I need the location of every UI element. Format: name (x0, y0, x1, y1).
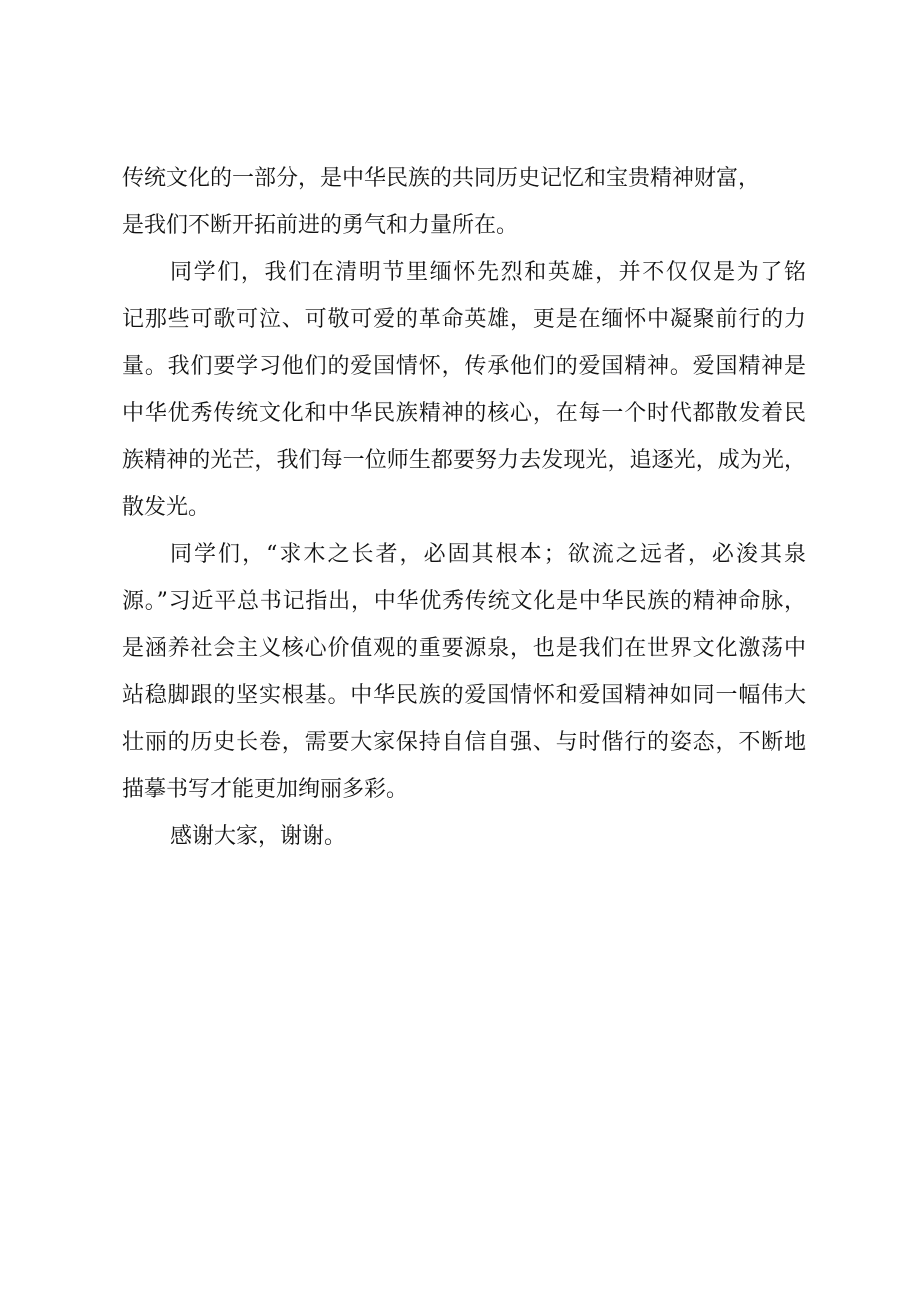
paragraph-line: 记那些可歌可泣、可敬可爱的革命英雄，更是在缅怀中凝聚前行的力 (122, 307, 806, 332)
paragraph-line: 感谢大家，谢谢。 (170, 824, 347, 849)
paragraph-line: 是涵养社会主义核心价值观的重要源泉，也是我们在世界文化激荡中 (122, 636, 806, 661)
paragraph-line: 描摹书写才能更加绚丽多彩。 (122, 777, 409, 802)
paragraph-line: 量。我们要学习他们的爱国情怀，传承他们的爱国精神。爱国精神是 (122, 354, 806, 379)
paragraph-line: 源。”习近平总书记指出，中华优秀传统文化是中华民族的精神命脉， (122, 589, 806, 614)
paragraph-line: 同学们，“求木之长者，必固其根本；欲流之远者，必浚其泉 (170, 542, 806, 567)
paragraph-line: 是我们不断开拓前进的勇气和力量所在。 (122, 213, 519, 238)
paragraph-line: 同学们，我们在清明节里缅怀先烈和英雄，并不仅仅是为了铭 (170, 260, 806, 285)
paragraph-line: 站稳脚跟的坚实根基。中华民族的爱国情怀和爱国精神如同一幅伟大 (122, 683, 806, 708)
paragraph-line: 族精神的光芒，我们每一位师生都要努力去发现光，追逐光，成为光， (122, 448, 806, 473)
paragraph-line: 散发光。 (122, 495, 211, 520)
paragraph-line: 壮丽的历史长卷，需要大家保持自信自强、与时偕行的姿态，不断地 (122, 730, 806, 755)
paragraph-line: 中华优秀传统文化和中华民族精神的核心，在每一个时代都散发着民 (122, 401, 806, 426)
paragraph-line: 传统文化的一部分，是中华民族的共同历史记忆和宝贵精神财富， (122, 166, 761, 191)
